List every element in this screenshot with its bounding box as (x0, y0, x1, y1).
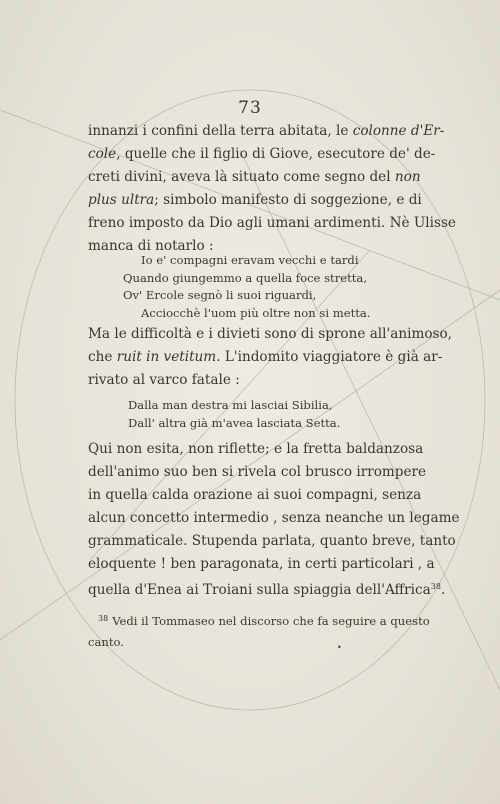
text-line: eloquente ! ben paragonata, in certi particolari , a (88, 556, 435, 572)
text-line: grammaticale. Stupenda parlata, quanto breve, tanto (88, 533, 456, 549)
text-line: Qui non esita, non riflette; e la fretta baldanzosa (88, 441, 424, 457)
verse-line: Dall' altra già m'avea lasciata Setta. (128, 415, 341, 430)
verse-block-2 (128, 397, 340, 432)
text-line: in quella calda orazione ai suoi compagni, senza (88, 487, 422, 503)
text-line: freno imposto da Dio agli umani ardimenti. Nè Ulisse (88, 215, 456, 231)
printer-mark: • (337, 643, 342, 652)
text-line: innanzi i confini della terra abitata, le colonne d'Er- (88, 123, 445, 139)
verse-line: Dalla man destra mi lasciai Sibilia, (128, 398, 333, 412)
footnote (88, 608, 430, 653)
verse-line: Quando giungemmo a quella foce stretta, (123, 270, 368, 285)
text-line: dell'animo suo ben si rivela col brusco irrompere (88, 464, 427, 480)
text-line: manca di notarlo : (88, 238, 214, 254)
text-line: alcun concetto intermedio , senza neanche un legame (88, 510, 460, 526)
text-line: Ma le difficoltà e i divieti sono di sprone all'animoso, (88, 326, 453, 342)
text-line: che ruit in vetitum. L'indomito viaggiatore è già ar- (88, 349, 443, 365)
footnote-line: $^{38}$ Vedi il Tommaseo nel discorso che fa seguire a questo (98, 614, 430, 628)
footnote-ref: 38 (430, 582, 441, 591)
verse-block-1 (123, 252, 371, 323)
text-line: cole, quelle che il figlio di Giove, esecutore de' de- (88, 146, 436, 162)
footnote-mark: 38 (98, 614, 109, 623)
text-line: plus ultra; simbolo manifesto di soggezione, e di (88, 192, 422, 208)
verse-line: Io e' compagni eravam vecchi e tardi (141, 253, 359, 267)
text-line: creti divini, aveva là situato come segno del non (88, 169, 421, 185)
text-line: rivato al varco fatale : (88, 372, 240, 388)
verse-line: Acciocchè l'uom più oltre non si metta. (141, 306, 371, 321)
page-number: 73 (238, 98, 262, 118)
footnote-line: canto. (88, 635, 124, 649)
text-line: quella d'Enea ai Troiani sulla spiaggia dell'Affrica$^{38}$. (88, 582, 446, 598)
verse-line: Ov' Ercole segnò li suoi riguardi, (123, 288, 317, 303)
